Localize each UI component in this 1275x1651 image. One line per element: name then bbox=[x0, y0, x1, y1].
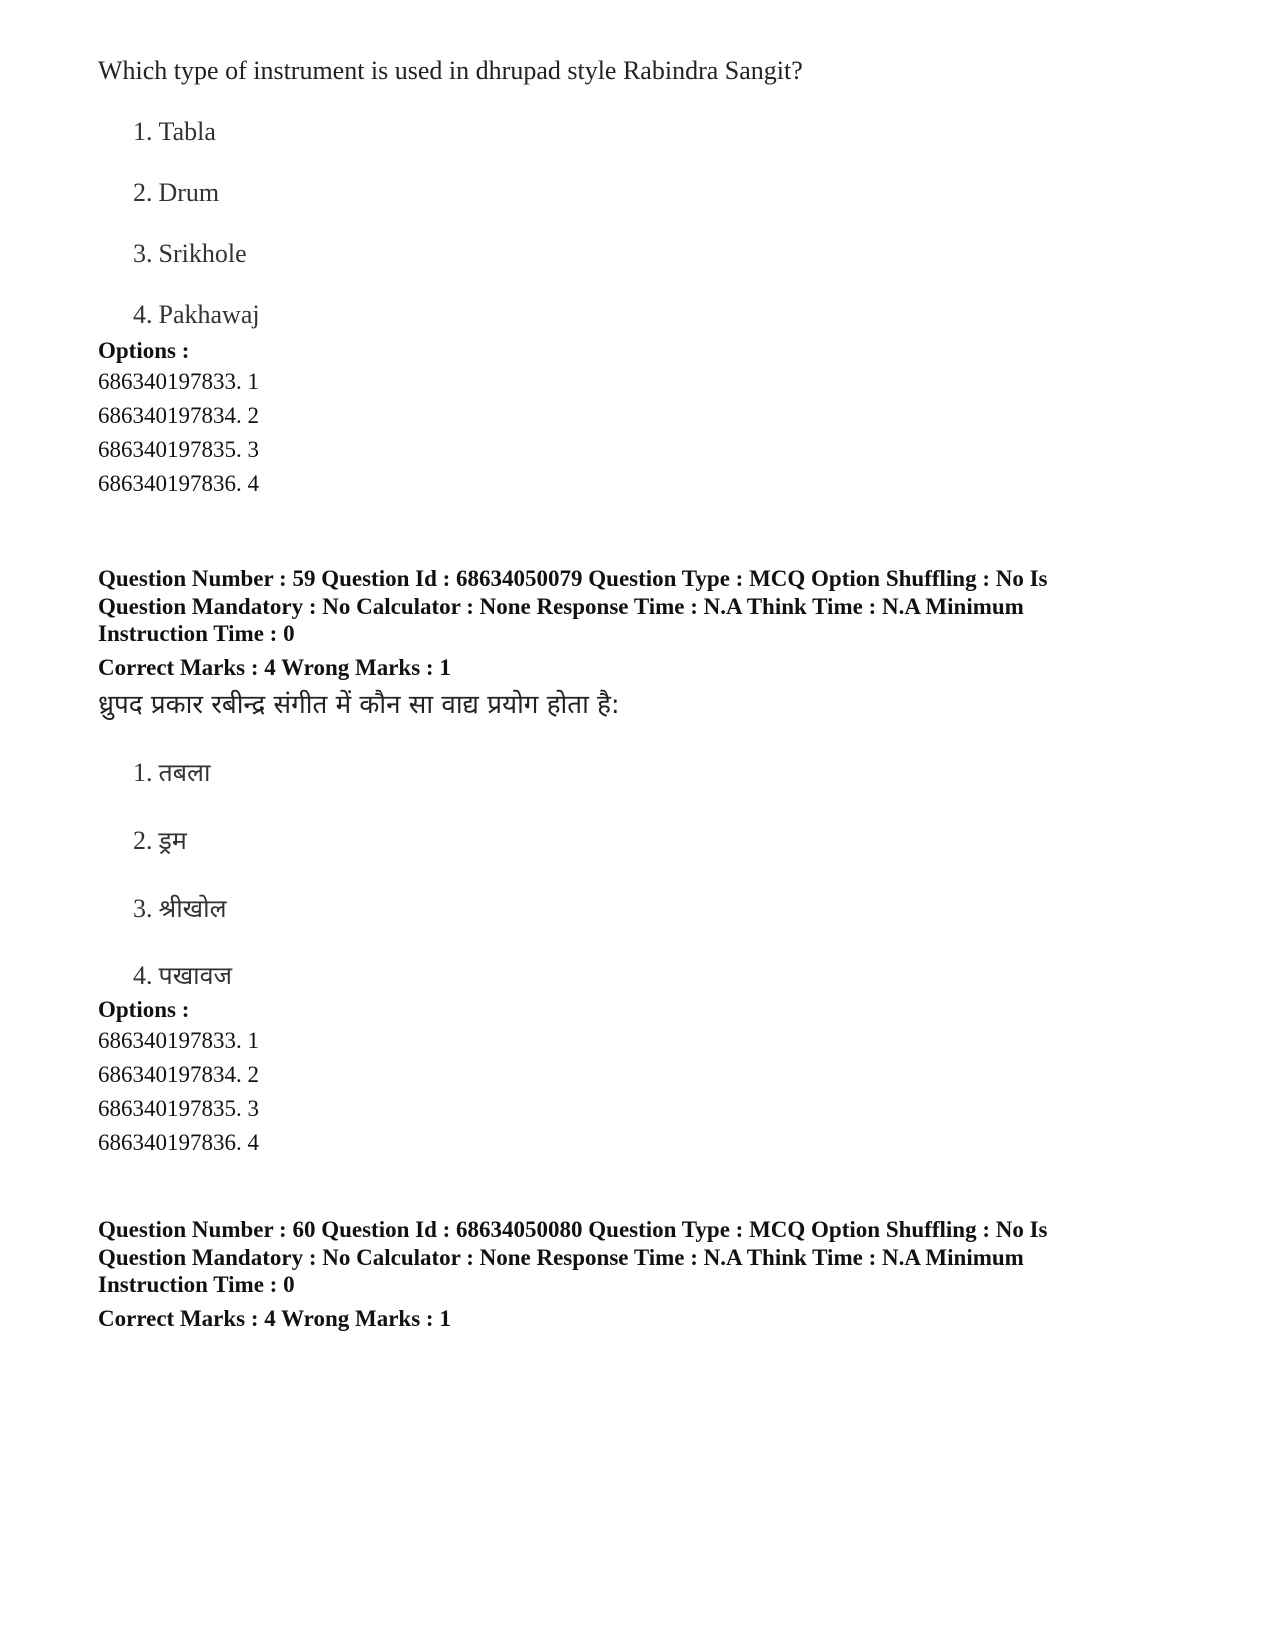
meta-line: Question Number : 59 Question Id : 68634050079 Question Type : MCQ Option Shuffling : No Is bbox=[98, 566, 1048, 591]
meta-line: Question Mandatory : No Calculator : None Response Time : N.A Think Time : N.A Minimum bbox=[98, 1244, 1024, 1270]
meta-line: Instruction Time : 0 bbox=[98, 1272, 295, 1297]
choice-number: 3. bbox=[133, 239, 153, 268]
choice-text: Pakhawaj bbox=[158, 300, 260, 329]
question-60-meta bbox=[98, 1216, 1198, 1299]
choice-number: 3. bbox=[133, 894, 153, 923]
meta-line: Question Mandatory : No Calculator : None Response Time : N.A Think Time : N.A Minimum bbox=[98, 593, 1024, 619]
question-59-text: ध्रुपद प्रकार रबीन्द्र संगीत में कौन सा वाद्य प्रयोग होता है: bbox=[98, 690, 620, 720]
choice-text: तबला bbox=[158, 758, 211, 787]
meta-line: Question Number : 60 Question Id : 68634050080 Question Type : MCQ Option Shuffling : No Is bbox=[98, 1217, 1048, 1242]
choice-number: 4. bbox=[133, 300, 153, 329]
option-line: 686340197834. 2 bbox=[98, 403, 259, 428]
choice-item bbox=[133, 178, 219, 208]
option-line: 686340197835. 3 bbox=[98, 1096, 259, 1121]
choice-item bbox=[133, 961, 232, 991]
choice-item bbox=[133, 239, 247, 269]
choice-item bbox=[133, 826, 187, 856]
options-label: Options : bbox=[98, 338, 190, 363]
question-58-text: Which type of instrument is used in dhrupad style Rabindra Sangit? bbox=[98, 56, 803, 85]
options-label: Options : bbox=[98, 997, 190, 1022]
choice-item bbox=[133, 117, 216, 147]
question-59-meta bbox=[98, 565, 1198, 648]
option-line: 686340197836. 4 bbox=[98, 1130, 259, 1155]
option-line: 686340197835. 3 bbox=[98, 437, 259, 462]
choice-number: 2. bbox=[133, 178, 153, 207]
meta-line: Instruction Time : 0 bbox=[98, 621, 295, 646]
choice-number: 4. bbox=[133, 961, 153, 990]
question-60-marks: Correct Marks : 4 Wrong Marks : 1 bbox=[98, 1306, 451, 1331]
choice-text: Srikhole bbox=[158, 239, 247, 268]
option-line: 686340197836. 4 bbox=[98, 471, 259, 496]
choice-text: Tabla bbox=[158, 117, 216, 146]
choice-text: पखावज bbox=[158, 961, 233, 990]
choice-text: श्रीखोल bbox=[158, 894, 227, 923]
choice-item bbox=[133, 758, 210, 788]
choice-number: 2. bbox=[133, 826, 153, 855]
choice-text: Drum bbox=[158, 178, 220, 207]
question-59-marks: Correct Marks : 4 Wrong Marks : 1 bbox=[98, 655, 451, 680]
choice-item bbox=[133, 894, 227, 924]
option-line: 686340197834. 2 bbox=[98, 1062, 259, 1087]
choice-number: 1. bbox=[133, 117, 153, 146]
option-line: 686340197833. 1 bbox=[98, 1028, 259, 1053]
choice-item bbox=[133, 300, 260, 330]
choice-text: ड्रम bbox=[158, 826, 187, 855]
option-line: 686340197833. 1 bbox=[98, 369, 259, 394]
choice-number: 1. bbox=[133, 758, 153, 787]
